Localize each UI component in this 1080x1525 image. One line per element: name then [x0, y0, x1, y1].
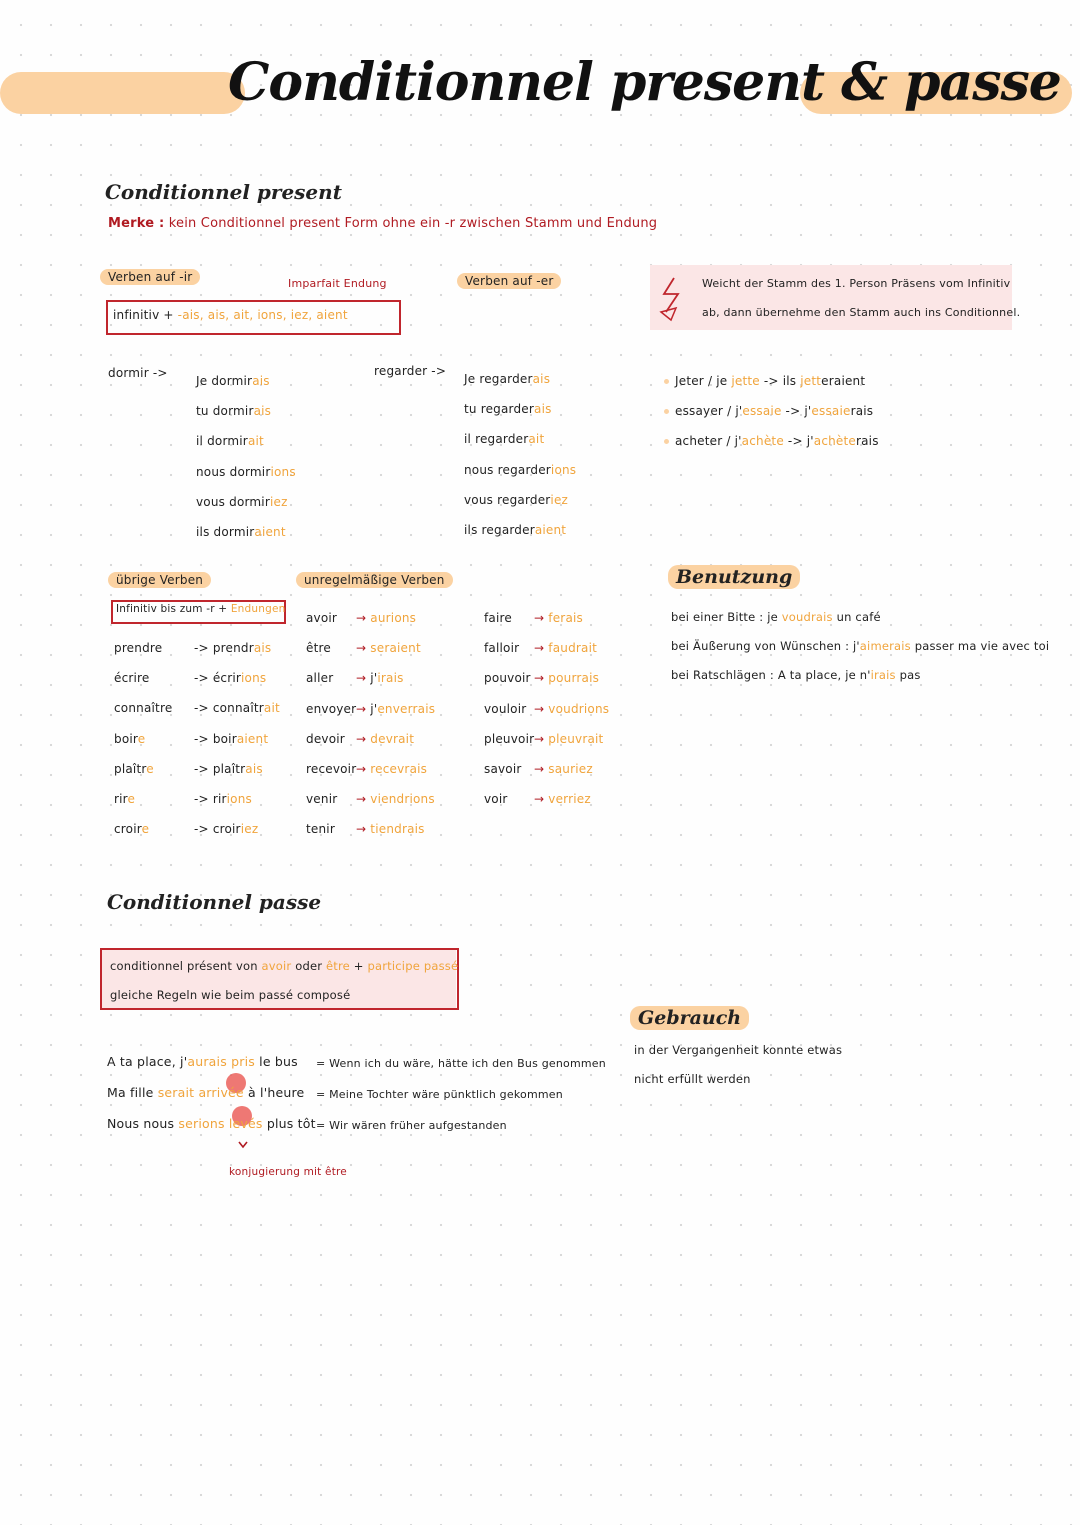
warning-line-1: Weicht der Stamm des 1. Person Präsens vom Infinitiv — [702, 277, 1011, 290]
list-item: bei Ratschlägen : A ta place, je n'irais pas — [671, 668, 921, 682]
stem-change-list — [664, 366, 879, 456]
conj-row: nous dormirions — [196, 464, 296, 479]
warning-box — [650, 265, 1012, 330]
conj-row: vous dormiriez — [196, 494, 288, 509]
list-item: connaître -> connaîtrait — [114, 701, 280, 716]
list-item: Ma fille serait arrivée à l'heure — [107, 1085, 305, 1100]
conj-row: ils regarderaient — [464, 523, 567, 538]
passe-examples — [107, 1046, 316, 1139]
formula: infinitiv + -ais, ais, ait, ions, iez, aient — [113, 308, 348, 322]
gebrauch-heading: Gebrauch — [630, 1007, 749, 1029]
list-item: faire → ferais — [484, 611, 583, 625]
list-item: acheter / j'achète -> j'achèterais — [664, 426, 879, 456]
conj-row: tu dormirais — [196, 404, 272, 419]
list-item: croire -> croiriez — [114, 822, 259, 837]
konjugierung-note: konjugierung mit être — [229, 1166, 347, 1178]
uebrige-label: übrige Verben — [108, 573, 211, 587]
list-item: essayer / j'essaie -> j'essaierais — [664, 396, 879, 426]
er-label: Verben auf -er — [457, 274, 561, 288]
list-item: voir → verriez — [484, 792, 591, 807]
list-item: venir → viendrions — [306, 792, 435, 807]
list-item: bei Äußerung von Wünschen : j'aimerais passer ma vie avec toi — [671, 639, 1050, 653]
list-item: plaître -> plaîtrais — [114, 761, 263, 776]
merke-text: kein Conditionnel present Form ohne ein -r zwischen Stamm und Endung — [168, 216, 658, 231]
list-item: aller → j'irais — [306, 671, 404, 686]
warning-line-2: ab, dann übernehme den Stamm auch ins Conditionnel. — [702, 306, 1021, 319]
conj-row: il regarderait — [464, 432, 545, 447]
ir-label: Verben auf -ir — [100, 270, 200, 284]
list-item: pouvoir → pourrais — [484, 671, 600, 686]
passe-translations — [316, 1048, 606, 1141]
merke-label: Merke : — [108, 216, 165, 231]
list-item: être → seraient — [306, 641, 421, 656]
conj-row: ils dormiraient — [196, 525, 286, 540]
list-item: pleuvoir → pleuvrait — [484, 731, 604, 746]
list-item: Nous nous serions levés plus tôt — [107, 1116, 316, 1131]
irregular-list-1 — [306, 603, 435, 845]
page-title: Conditionnel present & passe — [228, 52, 1061, 113]
passe-rule-line-1: conditionnel présent von avoir oder être + participe passé — [110, 959, 459, 973]
gebrauch-line-2: nicht erfüllt werden — [634, 1072, 751, 1086]
passe-heading: Conditionnel passe — [107, 890, 322, 914]
list-item: envoyer → j'enverrais — [306, 701, 436, 716]
conj-row: vous regarderiez — [464, 492, 569, 507]
checkmark-icon — [237, 1140, 249, 1150]
dormir-table — [196, 366, 296, 547]
list-item: vouloir → voudrions — [484, 701, 610, 716]
list-item: savoir → sauriez — [484, 762, 593, 777]
conj-row: il dormirait — [196, 434, 264, 449]
benutzung-list — [671, 603, 1049, 690]
present-heading: Conditionnel present — [105, 180, 342, 204]
dormir-infinitive: dormir -> — [108, 366, 168, 380]
regarder-infinitive: regarder -> — [374, 364, 447, 378]
warning-bolt-icon — [658, 276, 684, 322]
conj-row: Je regarderais — [464, 372, 551, 386]
conj-row: tu regarderais — [464, 402, 552, 417]
list-item: avoir → aurions — [306, 611, 417, 625]
uebrige-list — [114, 633, 280, 844]
conj-row: nous regarderions — [464, 462, 577, 477]
list-item: bei einer Bitte : je voudrais un café — [671, 610, 881, 624]
imparfait-note: Imparfait Endung — [288, 277, 387, 290]
list-item: rire -> ririons — [114, 792, 252, 807]
list-item: = Wir wären früher aufgestanden — [316, 1119, 507, 1132]
conj-row: Je dormirais — [196, 374, 270, 388]
irregular-list-2 — [484, 603, 609, 814]
merke-note — [108, 216, 657, 231]
list-item: A ta place, j'aurais pris le bus — [107, 1054, 298, 1069]
list-item: devoir → devrait — [306, 731, 415, 746]
list-item: Jeter / je jette -> ils jetteraient — [664, 366, 879, 396]
list-item: prendre -> prendrais — [114, 641, 272, 655]
gebrauch-line-1: in der Vergangenheit konnte etwas — [634, 1043, 843, 1057]
passe-rule-line-2: gleiche Regeln wie beim passé composé — [110, 988, 351, 1002]
title-band-left — [0, 72, 245, 114]
uebrige-rule: Infinitiv bis zum -r + Endungen — [116, 603, 286, 615]
list-item: falloir → faudrait — [484, 641, 598, 656]
list-item: recevoir → recevrais — [306, 762, 428, 777]
list-item: tenir → tiendrais — [306, 822, 425, 837]
list-item: écrire -> écririons — [114, 671, 267, 686]
regarder-table — [464, 364, 576, 545]
list-item: boire -> boiraient — [114, 731, 269, 746]
list-item: = Wenn ich du wäre, hätte ich den Bus genommen — [316, 1057, 606, 1070]
benutzung-heading: Benutzung — [668, 566, 800, 588]
list-item: = Meine Tochter wäre pünktlich gekommen — [316, 1088, 563, 1101]
irregular-label: unregelmäßige Verben — [296, 573, 453, 587]
